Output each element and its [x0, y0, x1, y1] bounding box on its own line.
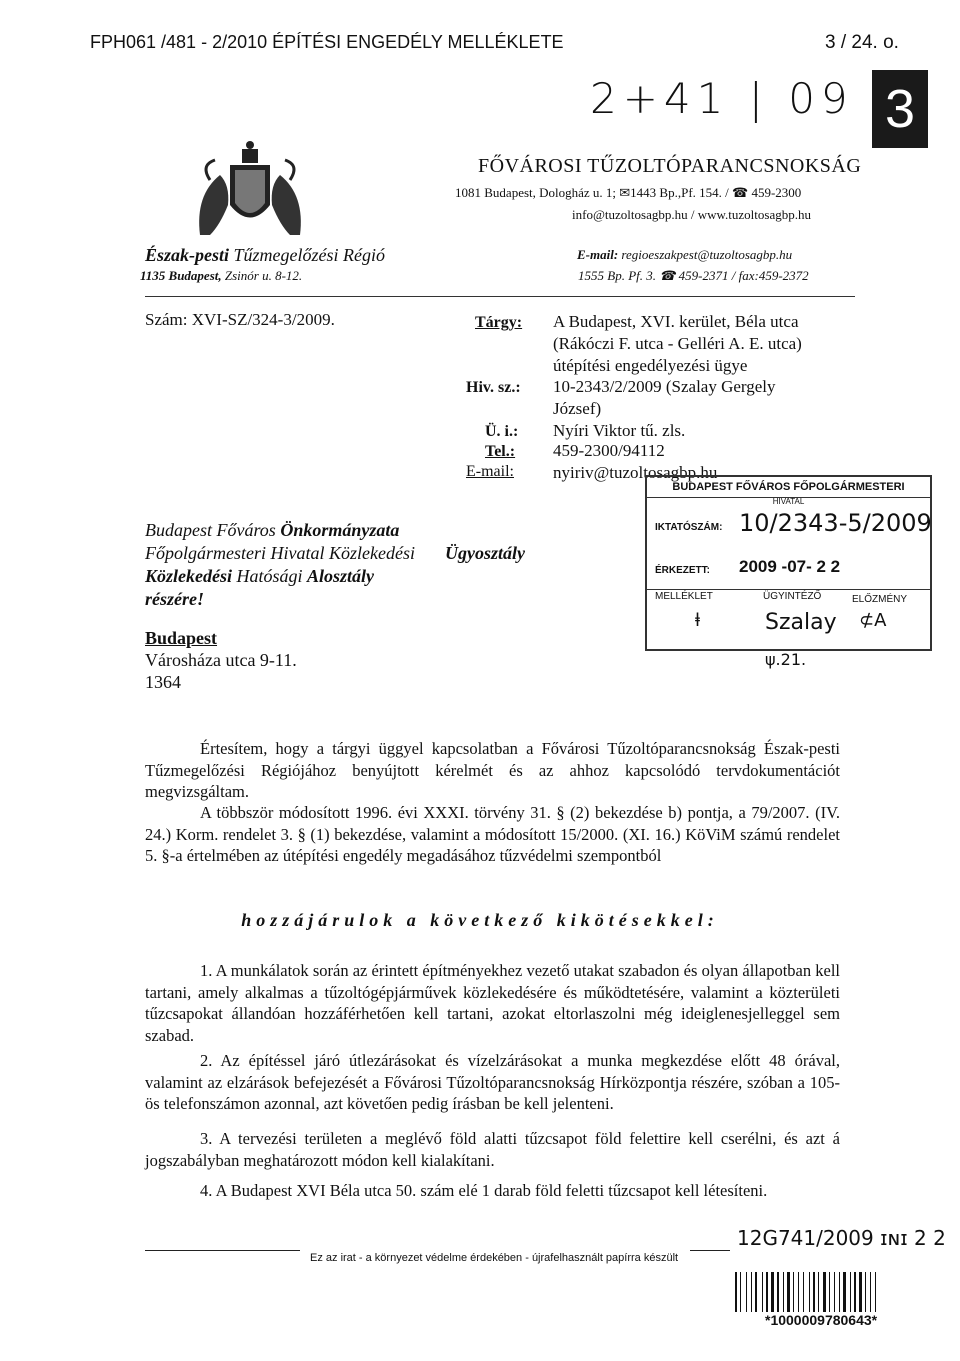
stamp-handwriting-3: ⊄A	[859, 610, 887, 631]
barcode-bar	[777, 1272, 779, 1312]
condition-3: 3. A tervezési területen a meglévő föld alatti tűzcsapot föld felettire kell cserélni, és azt á jogszabályban meghatározott módon kell kialakítani.	[145, 1129, 840, 1170]
handler-value: Nyíri Viktor tű. zls.	[553, 421, 686, 440]
stamp-precedent-label: ELŐZMÉNY	[852, 594, 908, 605]
addressee-line-1: Budapest Főváros Önkormányzata	[145, 520, 400, 540]
stamp-subtitle: HIVATAL	[772, 497, 805, 506]
stamp-handwriting-1: ⱡ	[695, 610, 701, 631]
condition-2: 2. Az építéssel járó útlezárásokat és vízelzárásokat a munka megkezdése előtt 48 órával, valamint az elzárások befejezését a Fővárosi Tűzoltóparancsnokság Hírközpontja részére, szóban a 105-ös telefonszámon azonnal, azt követően pedig írásban be kell jelenteni.	[145, 1051, 840, 1113]
stamp-attachment-label: MELLÉKLET	[655, 591, 713, 602]
department-label: Ügyosztály	[445, 543, 525, 563]
stamp-divider	[647, 589, 930, 590]
barcode-bar	[843, 1272, 846, 1312]
barcode-bar	[813, 1272, 815, 1312]
barcode-bar	[740, 1272, 741, 1312]
reference-line-1: 10-2343/2/2009 (Szalay Gergely	[553, 377, 776, 396]
barcode-bar	[746, 1272, 747, 1312]
subject-label: Tárgy:	[475, 314, 523, 331]
barcode-bar	[870, 1272, 871, 1312]
email-value: nyiriv@tuzoltosagbp.hu	[553, 463, 718, 482]
barcode-bar	[823, 1272, 826, 1312]
page-number: 3 / 24. o.	[825, 32, 899, 53]
barcode-bar	[762, 1272, 763, 1312]
handwritten-note: ψ.21.	[765, 650, 807, 669]
organization-contact: info@tuzoltosagbp.hu / www.tuzoltosagbp.hu	[572, 207, 811, 222]
reference-line-2: József)	[553, 399, 602, 418]
footer-divider-left	[145, 1250, 300, 1251]
barcode-bar	[783, 1272, 784, 1312]
barcode-bar	[751, 1272, 752, 1312]
subject-line-3: útépítési engedélyezési ügye	[553, 356, 748, 375]
barcode-bar	[735, 1272, 737, 1312]
barcode-bar	[854, 1272, 856, 1312]
barcode-bar	[839, 1272, 840, 1312]
header-divider	[145, 296, 855, 297]
addressee-line-2: Főpolgármesteri Hivatal Közlekedési	[145, 543, 415, 563]
region-email: E-mail: regioeszakpest@tuzoltosagbp.hu	[577, 247, 793, 262]
barcode-bar	[787, 1272, 790, 1312]
reference-number: Szám: XVI-SZ/324-3/2009.	[145, 310, 335, 329]
addressee-city: Budapest	[145, 628, 218, 648]
barcode-bar	[850, 1272, 851, 1312]
subject-line-1: A Budapest, XVI. kerület, Béla utca	[553, 312, 799, 331]
reference-label: Hiv. sz.:	[466, 379, 521, 396]
barcode-bar	[859, 1272, 862, 1312]
addressee-line-4: részére!	[145, 589, 204, 609]
barcode-bar	[818, 1272, 819, 1312]
barcode-bar	[766, 1272, 768, 1312]
stamp-handwriting-2: Szalay	[765, 610, 837, 635]
barcode-bar	[829, 1272, 830, 1312]
phone-label: Tel.:	[485, 443, 516, 460]
barcode-bar	[809, 1272, 810, 1312]
subject-line-2: (Rákóczi F. utca - Gelléri A. E. utca)	[553, 334, 802, 353]
footer-divider-right	[690, 1250, 730, 1251]
barcode-number: *1000009780643*	[765, 1312, 878, 1328]
barcode-bar	[834, 1272, 835, 1312]
footer-note: Ez az irat - a környezet védelme érdekében - újrafelhasznált papírra készült	[310, 1252, 679, 1264]
stamp-received-label: ÉRKEZETT:	[655, 565, 710, 576]
barcode-bar	[755, 1272, 757, 1312]
tab-marker: 3	[872, 70, 928, 148]
email-label: E-mail:	[466, 463, 514, 480]
organization-address: 1081 Budapest, Dologház u. 1; ✉1443 Bp.,Pf. 154. / ☎ 459-2300	[455, 185, 802, 200]
coat-of-arms-icon	[190, 135, 310, 245]
body-paragraph-1: Értesítem, hogy a tárgyi üggyel kapcsolatban a Fővárosi Tűzoltóparancsnokság Észak-pesti Tűzmegelőzési Régiójához benyújtott kérelmét és az ahhoz kapcsolódó tervdokumentációt megvizsgáltam.	[145, 739, 840, 801]
condition-4: 4. A Budapest XVI Béla utca 50. szám elé 1 darab föld feletti tűzcsapot kell létesíteni.	[200, 1181, 768, 1200]
barcode-bar	[865, 1272, 866, 1312]
region-name: Észak-pesti Tűzmegelőzési Régió	[145, 245, 385, 265]
registry-stamp	[645, 475, 932, 651]
barcode-bar	[771, 1272, 774, 1312]
stamp-received-value: 2009 -07- 2 2	[739, 557, 841, 576]
addressee-line-3: Közlekedési Hatósági Alosztály	[145, 566, 375, 586]
barcode-bar	[798, 1272, 799, 1312]
stamp-handler-label: ÜGYINTÉZŐ	[763, 591, 822, 602]
region-po-box: 1555 Bp. Pf. 3. ☎ 459-2371 / fax:459-2372	[578, 268, 809, 283]
stamp-title: BUDAPEST FŐVÁROS FŐPOLGÁRMESTERI	[647, 477, 930, 498]
barcode-bar	[793, 1272, 794, 1312]
barcode-bar	[875, 1272, 876, 1312]
stamp-file-number-value: 10/2343-5/2009	[739, 509, 932, 537]
document-header: FPH061 /481 - 2/2010 ÉPÍTÉSI ENGEDÉLY MELLÉKLETE	[90, 32, 564, 52]
conditions-heading: hozzájárulok a következő kikötésekkel:	[241, 910, 719, 930]
region-address: 1135 Budapest, Zsinór u. 8-12.	[140, 268, 303, 283]
phone-value: 459-2300/94112	[553, 441, 665, 460]
handwritten-number: 2+41 | 09	[590, 74, 854, 123]
barcode-icon	[735, 1272, 925, 1312]
addressee-street: Városháza utca 9-11.	[145, 650, 297, 670]
organization-name: FŐVÁROSI TŰZOLTÓPARANCSNOKSÁG	[478, 155, 862, 177]
body-paragraph-2: A többször módosított 1996. évi XXXI. törvény 31. § (2) bekezdése b) pontja, a 79/2007. (IV. 24.) Korm. rendelet 3. § (1) bekezdése, valamint a módosított 15/2000. (XI. 16.) KöViM számú rendelet 5. §-a értelmében az útépítési engedély megadásához tűzvédelmi szempontból	[145, 803, 840, 865]
barcode-bar	[803, 1272, 804, 1312]
addressee-zip: 1364	[145, 672, 181, 692]
handler-label: Ü. i.:	[485, 423, 519, 440]
footer-handwritten-code: 12G741/2009 ɪɴɪ 2 2	[737, 1226, 946, 1250]
stamp-file-number-label: IKTATÓSZÁM:	[655, 522, 723, 533]
condition-1: 1. A munkálatok során az érintett építményekhez vezető utakat szabadon és olyan állapotban kell tartani, amely alkalmas a tűzoltógépjárművek közlekedésére és működtetésére, valamint a közterületi tűzcsapokat állandóan hozzáférhetően kell tartani, azokat eltorlaszolni még ideiglenesjelleggel sem szabad.	[145, 961, 840, 1045]
